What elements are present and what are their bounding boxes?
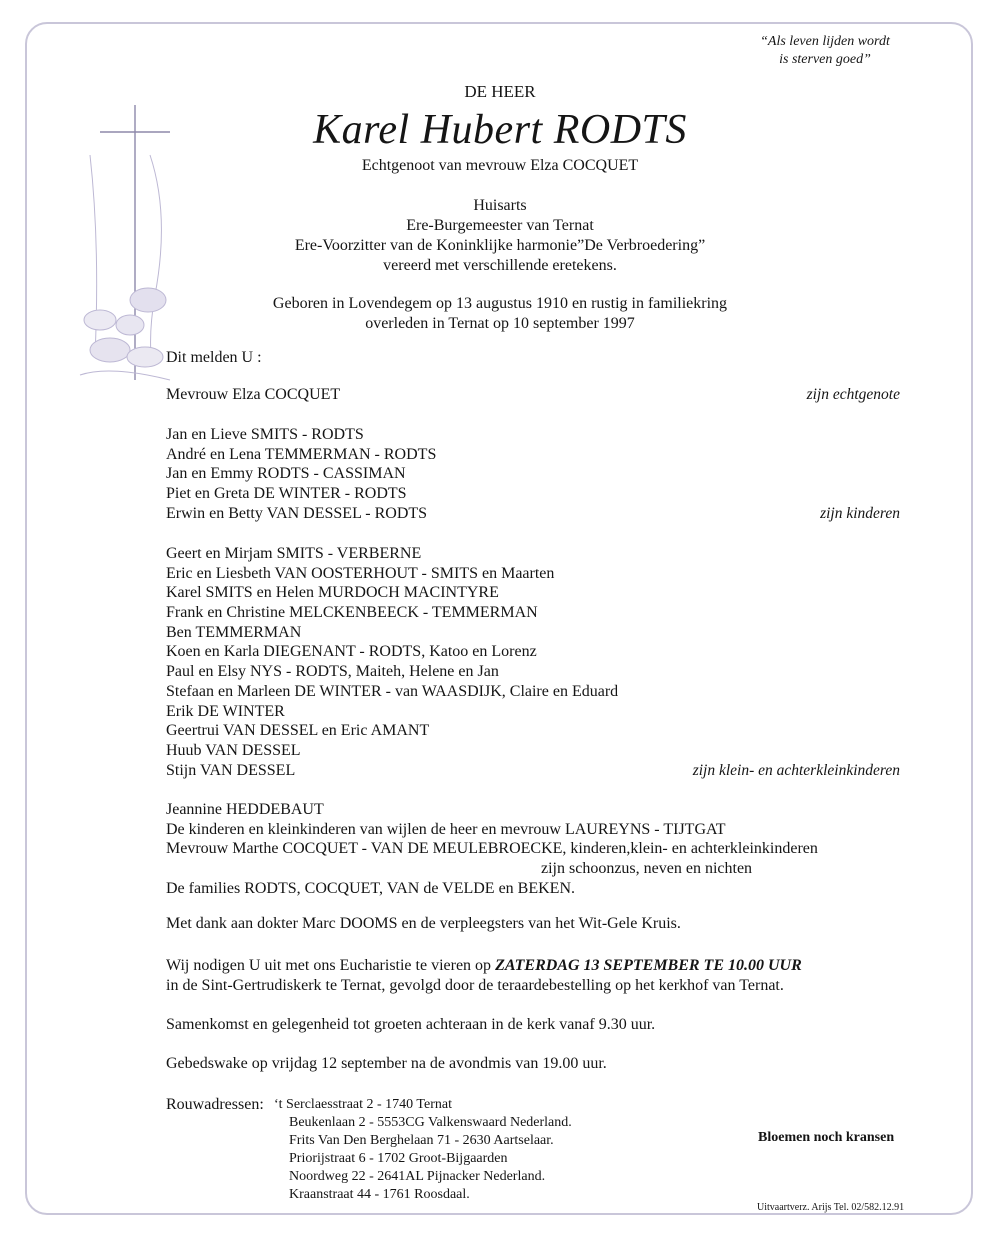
list-item: Karel SMITS en Helen MURDOCH MACINTYRE bbox=[166, 584, 499, 602]
list-item: André en Lena TEMMERMAN - RODTS bbox=[166, 445, 437, 463]
list-item: Jan en Emmy RODTS - CASSIMAN bbox=[166, 465, 406, 483]
salutation: DE HEER bbox=[464, 82, 536, 101]
invitation-line bbox=[166, 956, 802, 976]
list-item: Koen en Karla DIEGENANT - RODTS, Katoo en Lorenz bbox=[166, 643, 537, 661]
list-item: De kinderen en kleinkinderen van wijlen de heer en mevrouw LAUREYNS - TIJTGAT bbox=[166, 820, 726, 838]
children-group bbox=[166, 425, 436, 523]
list-item: Ben TEMMERMAN bbox=[166, 623, 302, 641]
list-item: Erik DE WINTER bbox=[166, 702, 285, 720]
list-item: Jeannine HEDDEBAUT bbox=[166, 801, 324, 818]
quote-line: “Als leven lijden wordt bbox=[760, 34, 890, 49]
relation-label: zijn klein- en achterkleinkinderen bbox=[692, 762, 900, 779]
list-item: Frank en Christine MELCKENBEECK - TEMMERMAN bbox=[166, 604, 538, 622]
thanks-line: Met dank aan dokter Marc DOOMS en de verpleegsters van het Wit-Gele Kruis. bbox=[166, 915, 681, 932]
list-item: Geert en Mirjam SMITS - VERBERNE bbox=[166, 545, 422, 562]
list-item: Huub VAN DESSEL bbox=[166, 741, 301, 759]
relation-label: zijn kinderen bbox=[820, 505, 900, 522]
list-item: Stijn VAN DESSEL bbox=[166, 761, 296, 779]
relation-line: zijn schoonzus, neven en nichten bbox=[541, 860, 753, 877]
grandchildren-group bbox=[166, 544, 618, 780]
title-line: Huisarts bbox=[473, 197, 527, 214]
list-item: Mevrouw Marthe COCQUET - VAN DE MEULEBROECKE, kinderen,klein- en achterkleinkinderen bbox=[166, 840, 818, 858]
list-item: Eric en Liesbeth VAN OOSTERHOUT - SMITS en Maarten bbox=[166, 564, 555, 582]
announce-line: Dit melden U : bbox=[166, 349, 262, 366]
birth-line: Geboren in Lovendegem op 13 augustus 1910 en rustig in familiekring bbox=[272, 295, 728, 312]
families-line: De families RODTS, COCQUET, VAN de VELDE en BEKEN. bbox=[166, 880, 575, 897]
flowers-note: Bloemen noch kransen bbox=[758, 1130, 895, 1145]
list-item: Jan en Lieve SMITS - RODTS bbox=[166, 426, 364, 443]
title-line: Ere-Burgemeester van Ternat bbox=[406, 217, 594, 234]
address-line: Noordweg 22 - 2641AL Pijnacker Nederland. bbox=[289, 1169, 546, 1184]
church-line: in de Sint-Gertrudiskerk te Ternat, gevolgd door de teraardebestelling op het kerkhof van Ternat. bbox=[166, 977, 784, 994]
relation-label: zijn echtgenote bbox=[806, 386, 900, 403]
gathering-line: Samenkomst en gelegenheid tot groeten achteraan in de kerk vanaf 9.30 uur. bbox=[166, 1016, 656, 1033]
wake-line: Gebedswake op vrijdag 12 september na de avondmis van 19.00 uur. bbox=[166, 1055, 607, 1072]
title-line: vereerd met verschillende eretekens. bbox=[383, 257, 617, 274]
death-line: overleden in Ternat op 10 september 1997 bbox=[365, 315, 635, 332]
list-item: Geertrui VAN DESSEL en Eric AMANT bbox=[166, 722, 430, 740]
addresses-label: Rouwadressen: bbox=[166, 1096, 264, 1113]
undertaker-note: Uitvaartverz. Arijs Tel. 02/582.12.91 bbox=[757, 1202, 905, 1213]
invitation-text: Wij nodigen U uit met ons Eucharistie te vieren op bbox=[166, 957, 496, 974]
address-line: Frits Van Den Berghelaan 71 - 2630 Aartselaar. bbox=[289, 1133, 554, 1148]
others-group bbox=[166, 800, 818, 859]
spouse-group bbox=[166, 385, 340, 405]
spouse-line: Echtgenoot van mevrouw Elza COCQUET bbox=[361, 157, 639, 174]
service-datetime: ZATERDAG 13 SEPTEMBER TE 10.00 UUR bbox=[495, 957, 802, 974]
quote-line: is sterven goed” bbox=[779, 52, 871, 67]
address-line: Priorijstraat 6 - 1702 Groot-Bijgaarden bbox=[289, 1151, 508, 1166]
list-item: Stefaan en Marleen DE WINTER - van WAASDIJK, Claire en Eduard bbox=[166, 682, 619, 700]
list-item: Mevrouw Elza COCQUET bbox=[166, 386, 341, 403]
address-line: Beukenlaan 2 - 5553CG Valkenswaard Nederland. bbox=[289, 1115, 572, 1130]
list-item: Piet en Greta DE WINTER - RODTS bbox=[166, 485, 407, 503]
title-line: Ere-Voorzitter van de Koninklijke harmonie”De Verbroedering” bbox=[294, 237, 706, 254]
addresses-list bbox=[289, 1114, 572, 1204]
quote bbox=[740, 33, 910, 69]
deceased-name: Karel Hubert RODTS bbox=[313, 107, 687, 153]
address-line: ‘t Serclaesstraat 2 - 1740 Ternat bbox=[274, 1097, 452, 1112]
address-line: Kraanstraat 44 - 1761 Roosdaal. bbox=[289, 1187, 470, 1202]
list-item: Erwin en Betty VAN DESSEL - RODTS bbox=[166, 504, 428, 522]
list-item: Paul en Elsy NYS - RODTS, Maiteh, Helene en Jan bbox=[166, 663, 499, 681]
